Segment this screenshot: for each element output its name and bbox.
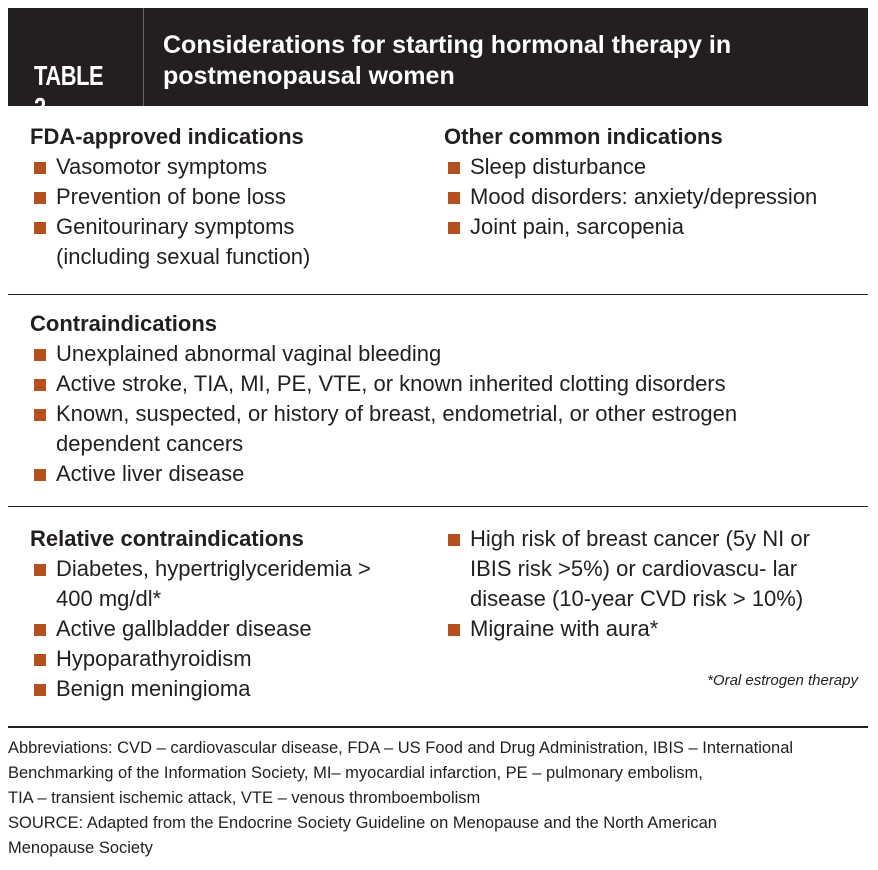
bullet-square-icon [34, 379, 46, 391]
bullet-square-icon [448, 222, 460, 234]
bullet-square-icon [448, 624, 460, 636]
list-item: Vasomotor symptoms [30, 152, 410, 182]
list-item: Active stroke, TIA, MI, PE, VTE, or known inherited clotting disorders [30, 369, 848, 399]
other-heading: Other common indications [444, 124, 723, 149]
contra-heading: Contraindications [30, 311, 218, 336]
list-item: Active liver disease [30, 459, 848, 489]
fda-list [30, 152, 410, 272]
list-item: High risk of breast cancer (5y NI or IBIS risk >5%) or cardiovascu- lar disease (10-year CVD risk > 10%) [444, 524, 855, 614]
bullet-square-icon [448, 534, 460, 546]
abbreviations-line: Abbreviations: CVD – cardiovascular disease, FDA – US Food and Drug Administration, IBIS – International [8, 739, 794, 757]
list-item: Genitourinary symptoms (including sexual function) [30, 212, 386, 272]
relative-heading: Relative contraindications [30, 526, 304, 551]
list-item: Known, suspected, or history of breast, endometrial, or other estrogen dependent cancers [30, 399, 826, 459]
footer-divider [8, 726, 868, 728]
footnote-oral-estrogen: *Oral estrogen therapy [707, 672, 858, 689]
source-line: SOURCE: Adapted from the Endocrine Society Guideline on Menopause and the North American [8, 814, 717, 832]
list-item: Migraine with aura* [444, 614, 856, 644]
bullet-square-icon [34, 654, 46, 666]
bullet-square-icon [34, 684, 46, 696]
bullet-square-icon [34, 349, 46, 361]
bullet-square-icon [34, 162, 46, 174]
bullet-square-icon [34, 469, 46, 481]
bullet-square-icon [448, 192, 460, 204]
bullet-square-icon [448, 162, 460, 174]
list-item: Active gallbladder disease [30, 614, 430, 644]
bullet-square-icon [34, 624, 46, 636]
list-item: Sleep disturbance [444, 152, 868, 182]
table-header [8, 8, 868, 123]
fda-heading: FDA-approved indications [30, 124, 304, 149]
abbreviations-line: TIA – transient ischemic attack, VTE – venous thromboembolism [8, 789, 481, 807]
bullet-square-icon [34, 192, 46, 204]
list-item: Diabetes, hypertriglyceridemia > 400 mg/dl* [30, 554, 406, 614]
list-item: Benign meningioma [30, 674, 430, 704]
relative-right-list [444, 524, 856, 644]
list-item: Prevention of bone loss [30, 182, 410, 212]
bullet-square-icon [34, 409, 46, 421]
contra-list [30, 339, 848, 489]
source-line: Menopause Society [8, 839, 153, 857]
relative-left-list [30, 554, 430, 704]
other-list [444, 152, 868, 242]
section-divider [8, 294, 868, 295]
section-divider [8, 506, 868, 507]
table-number-tag [8, 8, 144, 123]
list-item: Unexplained abnormal vaginal bleeding [30, 339, 848, 369]
bullet-square-icon [34, 222, 46, 234]
table-title: Considerations for starting hormonal therapy in postmenopausal women [163, 31, 732, 90]
table-notes [8, 736, 868, 861]
abbreviations-line: Benchmarking of the Information Society, MI– myocardial infarction, PE – pulmonary embolism, [8, 764, 703, 782]
bullet-square-icon [34, 564, 46, 576]
list-item: Hypoparathyroidism [30, 644, 430, 674]
list-item: Joint pain, sarcopenia [444, 212, 868, 242]
list-item: Mood disorders: anxiety/depression [444, 182, 868, 212]
table-number-label: TABLE 2 [34, 60, 104, 123]
